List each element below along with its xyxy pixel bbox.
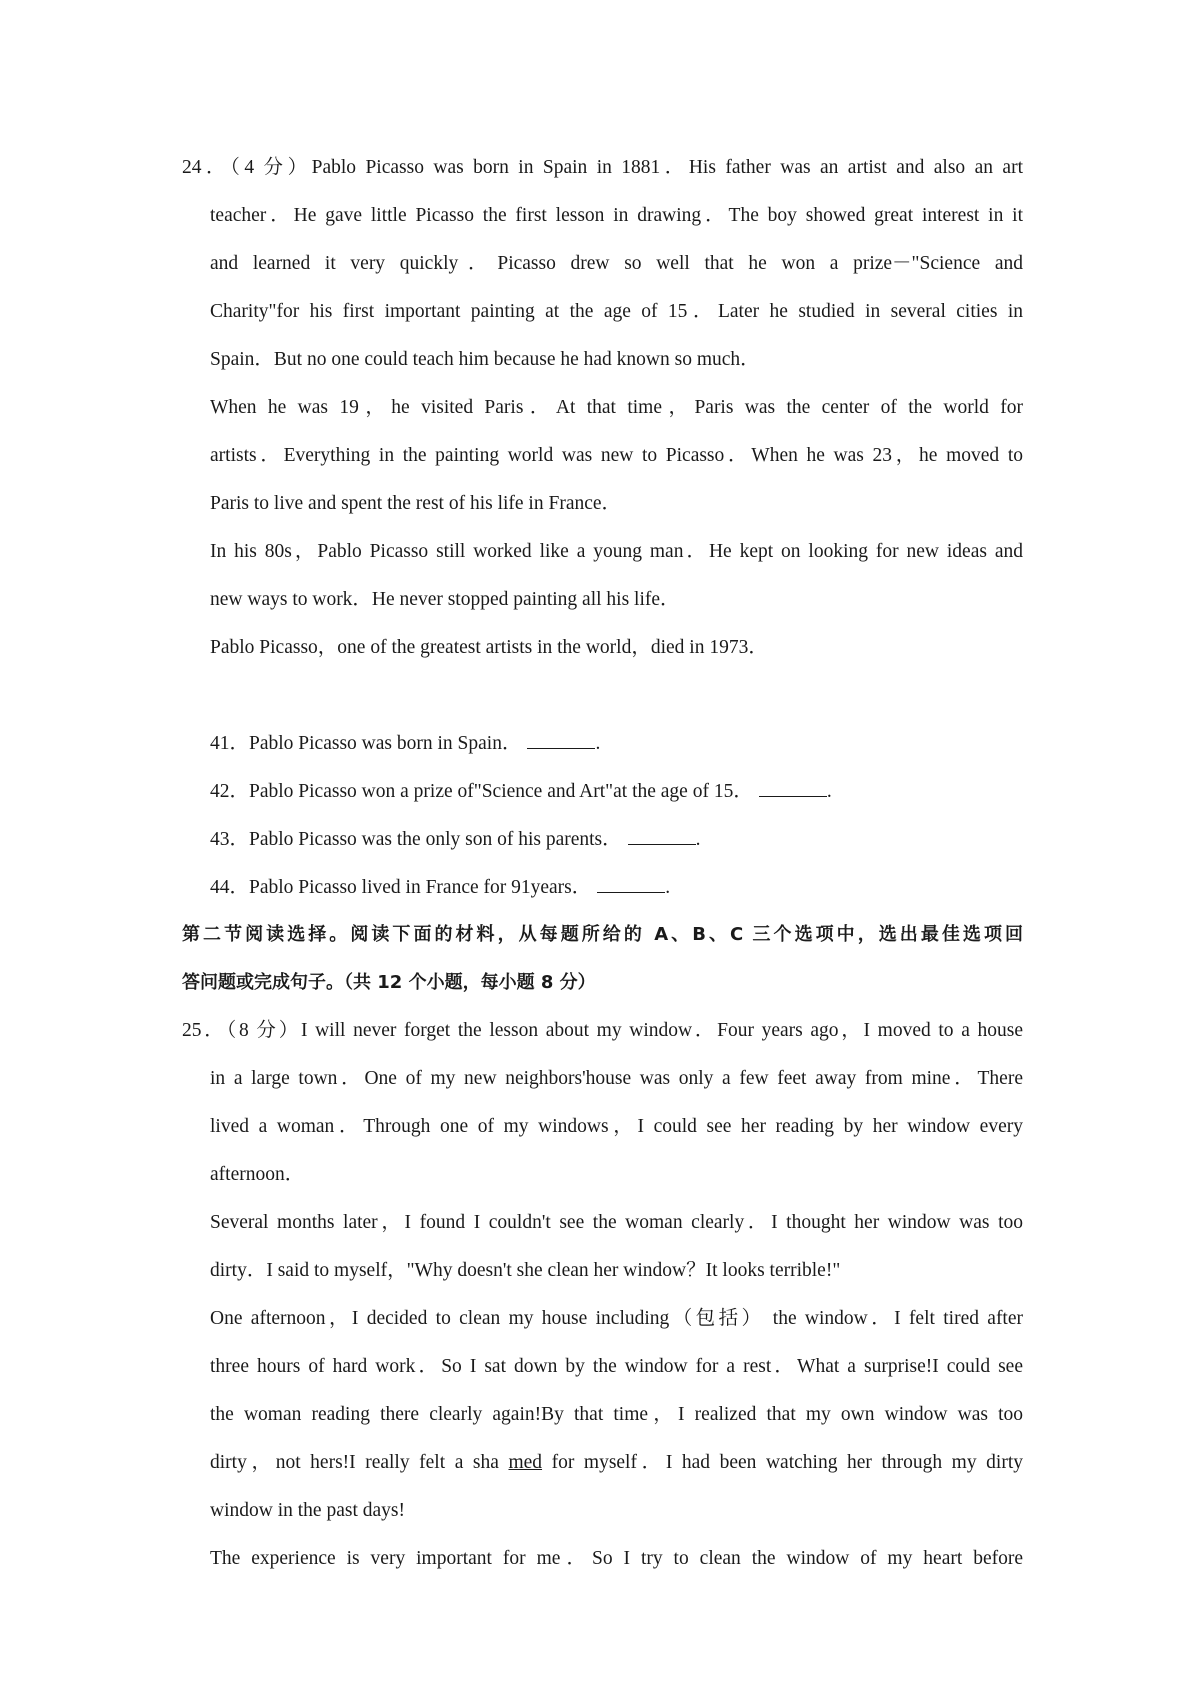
underlined-word: med	[508, 1452, 543, 1473]
item-41-period: .	[595, 733, 601, 754]
q25-p3-line-4-post: for myself．I had been watching her through my dirty	[542, 1452, 1023, 1473]
item-43-period: .	[695, 829, 701, 850]
q24-line-5: Spain．But no one could teach him because he had known so much．	[210, 349, 760, 370]
q24-p2-line-1: When he was 19，he visited Paris．At that time，Paris was the center of the world for	[210, 397, 1023, 418]
q25-p2-line-1: Several months later，I found I couldn't see the woman clearly．I thought her window was too	[210, 1212, 1023, 1233]
answer-blank-41[interactable]	[527, 730, 595, 749]
q25-p3-line-2: three hours of hard work．So I sat down by the window for a rest．What a surprise!I could see	[210, 1356, 1023, 1377]
item-42-text: 42．Pablo Picasso won a prize of"Science and Art"at the age of 15．	[210, 781, 753, 802]
section2-heading-line-1: 第二节阅读选择。阅读下面的材料，从每题所给的 A、B、C 三个选项中，选出最佳选项回	[182, 924, 1023, 945]
answer-blank-43[interactable]	[628, 826, 696, 845]
item-44	[210, 874, 670, 901]
q25-p3-line-5: window in the past days!	[210, 1500, 405, 1521]
q25-line-3: lived a woman．Through one of my windows，I could see her reading by her window every	[210, 1116, 1023, 1137]
q24-p2-line-3: Paris to live and spent the rest of his life in France．	[210, 493, 622, 514]
q25-line-2: in a large town．One of my new neighbors'house was only a few feet away from mine．There	[210, 1068, 1023, 1089]
q25-header: 25．（8 分）	[182, 1020, 301, 1041]
q24-p3-line-2: new ways to work．He never stopped painting all his life．	[210, 589, 680, 610]
q24-p3-line-1: In his 80s，Pablo Picasso still worked like a young man．He kept on looking for new ideas and	[210, 541, 1023, 562]
item-44-period: .	[665, 877, 671, 898]
item-41	[210, 730, 600, 757]
q25-p3-line-4	[210, 1450, 1023, 1476]
q24-line-1	[182, 155, 1023, 181]
q24-line-3: and learned it very quickly．Picasso drew so well that he won a prize－"Science and	[210, 253, 1023, 274]
item-43-text: 43．Pablo Picasso was the only son of his parents．	[210, 829, 622, 850]
answer-blank-42[interactable]	[759, 778, 827, 797]
q25-line-4: afternoon．	[210, 1164, 305, 1185]
q25-text: I will never forget the lesson about my window．Four years ago，I moved to a house	[300, 1020, 1023, 1041]
q25-p3-line-3: the woman reading there clearly again!By that time，I realized that my own window was too	[210, 1404, 1023, 1425]
q25-line-1	[182, 1018, 1023, 1044]
item-43	[210, 826, 701, 853]
answer-blank-44[interactable]	[597, 874, 665, 893]
q25-p2-line-2: dirty．I said to myself，"Why doesn't she clean her window？It looks terrible!"	[210, 1260, 841, 1281]
q24-text: Pablo Picasso was born in Spain in 1881．His father was an artist and also an art	[311, 157, 1023, 178]
section2-heading-line-2: 答问题或完成句子。（共 12 个小题，每小题 8 分）	[182, 972, 596, 993]
q25-p3-line-1: One afternoon，I decided to clean my house including（包括） the window．I felt tired after	[210, 1308, 1023, 1329]
q24-header: 24．（4 分）	[182, 157, 312, 178]
q25-p4-line-1: The experience is very important for me．So I try to clean the window of my heart before	[210, 1548, 1023, 1569]
q24-line-4: Charity"for his first important painting at the age of 15．Later he studied in several cities in	[210, 301, 1023, 322]
item-42-period: .	[826, 781, 832, 802]
item-42	[210, 778, 832, 805]
q24-line-2: teacher．He gave little Picasso the first lesson in drawing．The boy showed great interest in it	[210, 205, 1023, 226]
item-41-text: 41．Pablo Picasso was born in Spain．	[210, 733, 522, 754]
q24-p2-line-2: artists．Everything in the painting world was new to Picasso．When he was 23，he moved to	[210, 445, 1023, 466]
item-44-text: 44．Pablo Picasso lived in France for 91years．	[210, 877, 592, 898]
q25-p3-line-4-pre: dirty，not hers!I really felt a sha	[210, 1452, 509, 1473]
q24-p4-line-1: Pablo Picasso，one of the greatest artists in the world，died in 1973．	[210, 637, 768, 658]
